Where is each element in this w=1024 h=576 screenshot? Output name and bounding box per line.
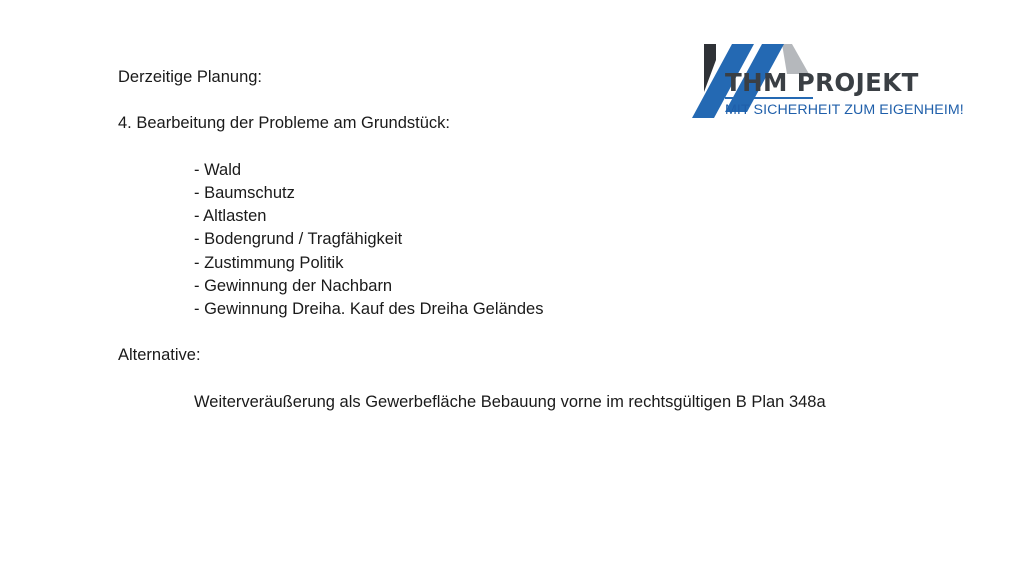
spacer [118,367,918,390]
company-logo [692,42,992,122]
problem-item: - Zustimmung Politik [194,253,344,272]
problem-item: - Altlasten [194,207,267,226]
logo-tagline: MIT SICHERHEIT ZUM EIGENHEIM! [725,102,964,118]
problem-item: - Bodengrund / Tragfähigkeit [194,230,403,249]
heading-alternative: Alternative: [118,346,201,365]
section-title: 4. Bearbeitung der Probleme am Grundstück: [118,114,451,133]
problem-item: - Baumschutz [194,183,295,202]
spacer [118,321,918,344]
problem-item: - Gewinnung Dreiha. Kauf des Dreiha Geländes [194,299,544,318]
logo-underline [725,97,813,99]
logo-brand-name: THM PROJEKT [725,68,919,97]
spacer [118,136,918,159]
alternative-text: Weiterveräußerung als Gewerbefläche Bebauung vorne im rechtsgültigen B Plan 348a [194,392,826,411]
problem-item: - Gewinnung der Nachbarn [194,276,393,295]
problem-item: - Wald [194,160,242,179]
heading-current-planning: Derzeitige Planung: [118,68,263,86]
